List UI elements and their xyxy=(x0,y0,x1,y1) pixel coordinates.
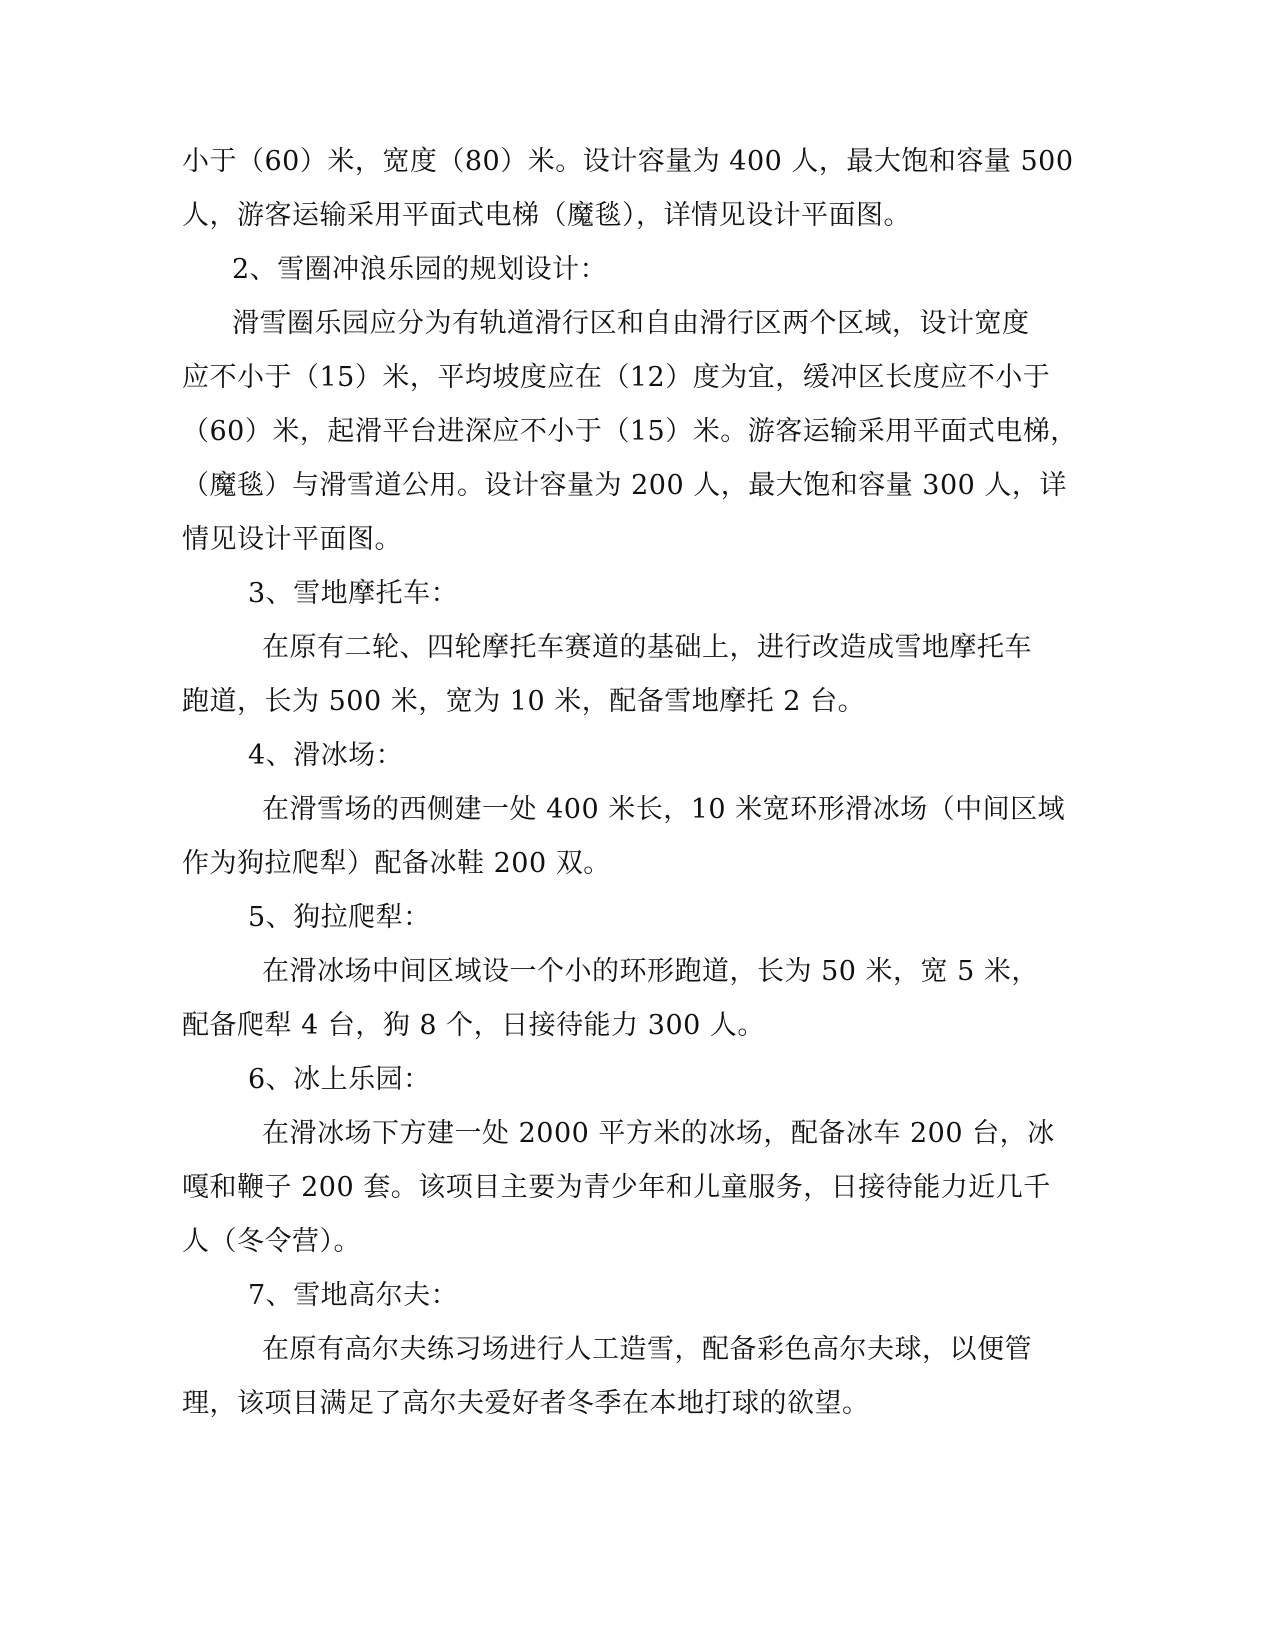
section-heading-2: 2、雪圈冲浪乐园的规划设计： xyxy=(232,254,608,285)
text-line: （60）米，起滑平台进深应不小于（15）米。游客运输采用平面式电梯， xyxy=(182,416,1078,447)
text-line: 应不小于（15）米，平均坡度应在（12）度为宜，缓冲区长度应不小于 xyxy=(182,362,1051,393)
text-line: 在滑冰场中间区域设一个小的环形跑道，长为 50 米，宽 5 米， xyxy=(262,956,1039,987)
section-heading-7: 7、雪地高尔夫： xyxy=(248,1280,459,1311)
text-line: 在原有二轮、四轮摩托车赛道的基础上，进行改造成雪地摩托车 xyxy=(262,632,1032,663)
section-heading-5: 5、狗拉爬犁： xyxy=(248,902,431,933)
text-line: 嘎和鞭子 200 套。该项目主要为青少年和儿童服务，日接待能力近几千 xyxy=(182,1172,1051,1203)
text-line: 在滑冰场下方建一处 2000 平方米的冰场，配备冰车 200 台，冰 xyxy=(262,1118,1055,1149)
text-line: 在原有高尔夫练习场进行人工造雪，配备彩色高尔夫球，以便管 xyxy=(262,1334,1032,1365)
text-line: 人，游客运输采用平面式电梯（魔毯），详情见设计平面图。 xyxy=(182,200,911,231)
section-heading-6: 6、冰上乐园： xyxy=(248,1064,431,1095)
document-body xyxy=(182,140,1078,1436)
section-heading-3: 3、雪地摩托车： xyxy=(248,578,459,609)
text-line: 配备爬犁 4 台，狗 8 个，日接待能力 300 人。 xyxy=(182,1010,765,1041)
text-line: 情见设计平面图。 xyxy=(182,524,402,555)
text-line: 在滑雪场的西侧建一处 400 米长，10 米宽环形滑冰场（中间区域 xyxy=(262,794,1066,825)
text-line: 跑道，长为 500 米，宽为 10 米，配备雪地摩托 2 台。 xyxy=(182,686,866,717)
text-line: 理，该项目满足了高尔夫爱好者冬季在本地打球的欲望。 xyxy=(182,1388,870,1419)
text-line: 人（冬令营）。 xyxy=(182,1226,361,1257)
section-heading-4: 4、滑冰场： xyxy=(248,740,404,771)
text-line: 小于（60）米，宽度（80）米。设计容量为 400 人，最大饱和容量 500 xyxy=(182,146,1074,177)
text-line: （魔毯）与滑雪道公用。设计容量为 200 人，最大饱和容量 300 人，详 xyxy=(182,470,1067,501)
text-line: 滑雪圈乐园应分为有轨道滑行区和自由滑行区两个区域，设计宽度 xyxy=(232,308,1030,339)
text-line: 作为狗拉爬犁）配备冰鞋 200 双。 xyxy=(182,848,611,879)
